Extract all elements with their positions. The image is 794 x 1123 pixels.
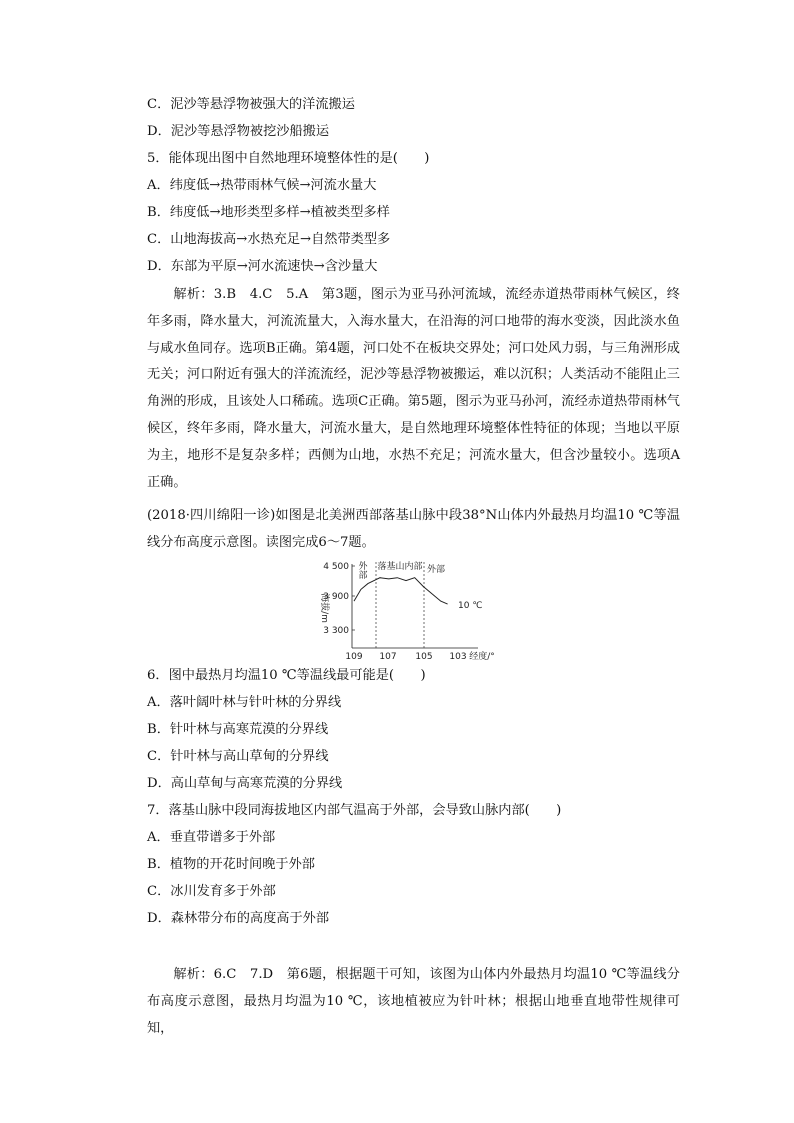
q7-option-b: B．植物的开花时间晚于外部	[147, 857, 315, 872]
q5-option-d: D．东部为平原→河水流速快→含沙量大	[147, 259, 378, 274]
q6-option-b: B．针叶林与高寒荒漠的分界线	[147, 722, 329, 737]
q6-option-a: A．落叶阔叶林与针叶林的分界线	[147, 695, 342, 710]
q7-option-a: A．垂直带谱多于外部	[147, 830, 276, 845]
analysis-6-7: 解析：6.C 7.D 第6题，根据题干可知，该图为山体内外最热月均温10 ℃等温线分布高度示意图，最热月均温为10 ℃，该地植被应为针叶林；根据山地垂直地带性规律可知，	[147, 967, 680, 1036]
isotherm-label: 10 ℃	[458, 601, 483, 611]
analysis-3-5: 解析：3.B 4.C 5.A 第3题，图示为亚马孙河流域，流经赤道热带雨林气候区，终年多雨，降水量大，河流流量大，入海水量大，在沿海的河口地带的海水变淡，因此淡水鱼与咸水鱼同存。选项B正确。第4题，河口处不在板块交界处；河口处风力弱，与三角洲形成无关；河口附近有强大的洋流流经，泥沙等悬浮物被搬运，难以沉积；人类活动不能阻止三角洲的形成，且该处人口稀疏。选项C正确。第5题，图示为亚马孙河，流经赤道热带雨林气候区，终年多雨，降水量大，河流水量大，是自然地理环境整体性特征的体现；当地以平原为主，地形不是复杂多样；西侧为山地，水热不充足；河流水量大，但含沙量较小。选项A正确。	[147, 287, 680, 490]
q4-option-d: D．泥沙等悬浮物被挖沙船搬运	[147, 124, 330, 139]
q6-option-c: C．针叶林与高山草甸的分界线	[147, 749, 329, 764]
y-tick-4500: 4 500	[323, 562, 349, 572]
label-inner: 落基山内部	[377, 562, 423, 572]
q4-option-c: C．泥沙等悬浮物被强大的洋流搬运	[147, 97, 355, 112]
isotherm-figure	[300, 560, 500, 665]
y-tick-3300: 3 300	[323, 626, 349, 636]
y-axis-label: 海拔/m	[319, 593, 329, 623]
q5-option-b: B．纬度低→地形类型多样→植被类型多样	[147, 205, 390, 220]
q7-stem: 7．落基山脉中段同海拔地区内部气温高于外部，会导致山脉内部( )	[147, 803, 562, 818]
x-tick-109: 109	[345, 652, 363, 662]
q6-stem: 6．图中最热月均温10 ℃等温线最可能是( )	[147, 668, 426, 683]
q6-option-d: D．高山草甸与高寒荒漠的分界线	[147, 776, 343, 791]
q5-option-a: A．纬度低→热带雨林气候→河流水量大	[147, 178, 377, 193]
q5-option-c: C．山地海拔高→水热充足→自然带类型多	[147, 232, 391, 247]
q7-option-c: C．冰川发育多于外部	[147, 884, 276, 899]
question-intro	[147, 503, 680, 557]
x-tick-105: 105	[415, 652, 433, 662]
isotherm-10c-line	[354, 578, 448, 604]
q7-option-d: D．森林带分布的高度高于外部	[147, 911, 330, 926]
x-tick-107: 107	[379, 652, 397, 662]
x-axis-label: 经度/°	[469, 652, 495, 662]
q5-stem: 5．能体现出图中自然地理环境整体性的是( )	[147, 151, 430, 166]
x-tick-103: 103	[449, 652, 467, 662]
y-tick-3900: 3 900	[323, 592, 349, 602]
label-outer-left: 外部	[358, 562, 368, 581]
label-outer-right: 外部	[426, 565, 446, 575]
intro-text: (2018·四川绵阳一诊)如图是北美洲西部落基山脉中段38°N山体内外最热月均温10 ℃等温线分布高度示意图。读图完成6～7题。	[147, 508, 680, 550]
